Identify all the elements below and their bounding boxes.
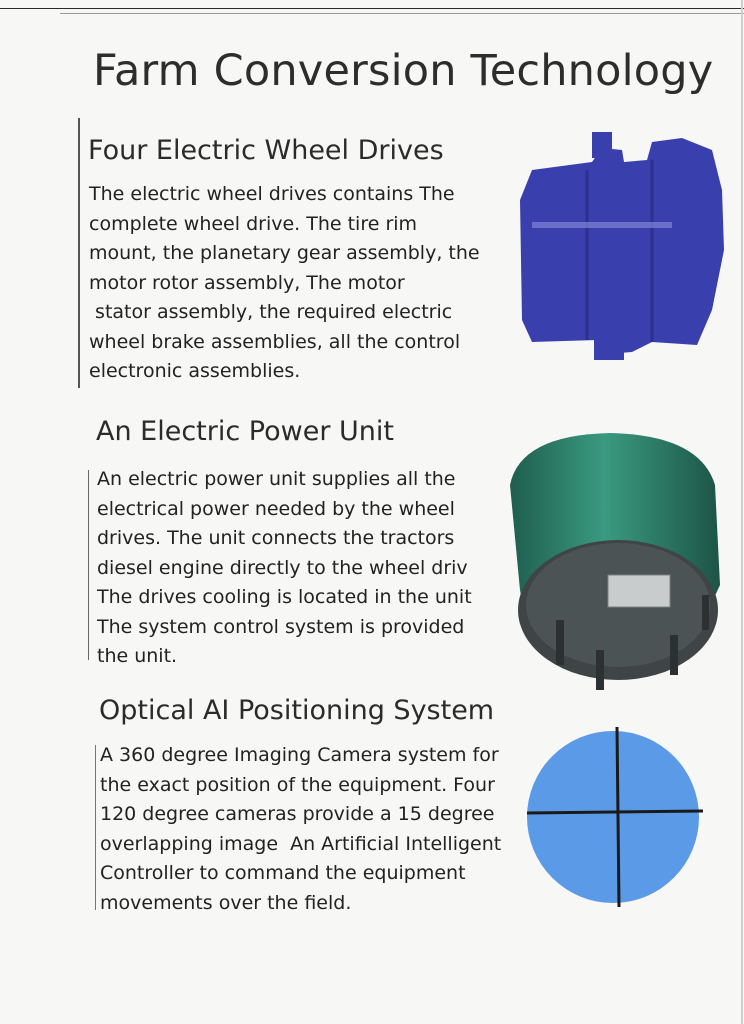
body-line: 120 degree cameras provide a 15 degree [100, 803, 495, 825]
body-line: wheel brake assemblies, all the control [89, 330, 461, 353]
body-line: the exact position of the equipment. Four [100, 773, 495, 796]
page-title: Farm Conversion Technology [93, 46, 714, 96]
body-line: drives. The unit connects the tractors [97, 527, 455, 549]
body-line: mount, the planetary gear assembly, the [89, 242, 480, 264]
margin-rule [78, 118, 80, 388]
electric-wheel-drive-image [512, 130, 727, 370]
section-body-wheel-drives [89, 180, 480, 387]
body-line: overlapping image An Artificial Intelligent [100, 832, 502, 855]
margin-rule [95, 745, 96, 910]
section-heading-wheel-drives: Four Electric Wheel Drives [88, 135, 444, 166]
section-body-power-unit [97, 465, 487, 672]
electric-power-unit-image [490, 425, 730, 695]
body-line: electrical power needed by the wheel [97, 497, 455, 520]
body-line: diesel engine directly to the wheel driv [97, 556, 468, 579]
section-heading-power-unit: An Electric Power Unit [96, 416, 394, 447]
body-line: stator assembly, the required electric [89, 301, 453, 323]
body-line: motor rotor assembly, The motor [89, 271, 405, 294]
margin-rule [88, 470, 89, 660]
body-line: Controller to command the equipment [100, 862, 466, 884]
scan-border-line [0, 8, 744, 9]
scan-border-line [60, 13, 744, 14]
body-line: complete wheel drive. The tire rim [89, 212, 418, 235]
body-line: the unit. [97, 645, 178, 667]
section-heading-positioning-system: Optical AI Positioning System [99, 695, 495, 726]
body-line: A 360 degree Imaging Camera system for [100, 744, 499, 766]
scan-border-line [741, 0, 743, 1024]
body-line: The electric wheel drives contains The [89, 183, 455, 205]
section-body-positioning-system [100, 741, 501, 918]
body-line: The system control system is provided [97, 615, 465, 638]
body-line: An electric power unit supplies all the [97, 468, 456, 490]
positioning-crosshair-image [525, 725, 705, 910]
body-line: electronic assemblies. [89, 360, 301, 382]
body-line: The drives cooling is located in the unit [97, 586, 472, 608]
body-line: movements over the field. [100, 891, 352, 914]
